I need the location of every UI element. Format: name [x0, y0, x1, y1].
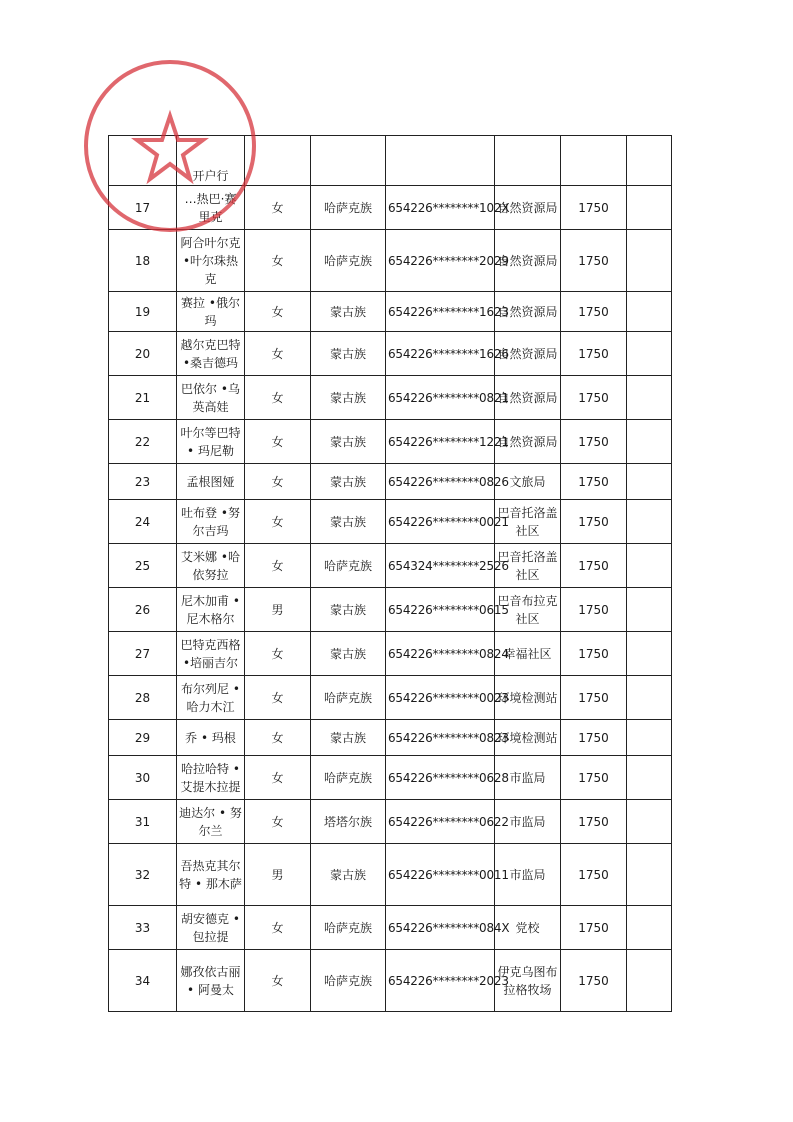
ethnicity-cell: 蒙古族	[311, 632, 386, 676]
remark-cell	[627, 420, 672, 464]
amount-cell: 1750	[561, 230, 627, 292]
ethnicity-cell: 哈萨克族	[311, 906, 386, 950]
work-unit-cell: 市监局	[495, 800, 561, 844]
row-number-cell: 24	[109, 500, 177, 544]
gender-cell: 女	[245, 632, 311, 676]
amount-cell: 1750	[561, 332, 627, 376]
work-unit-cell: 环境检测站	[495, 720, 561, 756]
amount-cell: 1750	[561, 800, 627, 844]
remark-cell	[627, 756, 672, 800]
row-number-cell: 19	[109, 292, 177, 332]
gender-cell: 男	[245, 588, 311, 632]
gender-cell: 女	[245, 376, 311, 420]
work-unit-cell: 自然资源局	[495, 230, 561, 292]
row-number-cell: 34	[109, 950, 177, 1012]
table-row	[109, 420, 672, 464]
ethnicity-cell: 蒙古族	[311, 500, 386, 544]
row-number-cell: 31	[109, 800, 177, 844]
row-number-cell: 30	[109, 756, 177, 800]
header-cell-remark	[627, 136, 672, 186]
amount-cell: 1750	[561, 720, 627, 756]
remark-cell	[627, 632, 672, 676]
ethnicity-cell: 哈萨克族	[311, 186, 386, 230]
header-cell-ethnicity	[311, 136, 386, 186]
person-name-cell: 哈拉哈特 •艾提木拉提	[177, 756, 245, 800]
id-number-cell: 654226********1626	[386, 332, 495, 376]
amount-cell: 1750	[561, 292, 627, 332]
work-unit-cell: 巴音托洛盖社区	[495, 544, 561, 588]
table-row	[109, 720, 672, 756]
table-row	[109, 464, 672, 500]
person-name-cell: 阿合叶尔克 •叶尔珠热克	[177, 230, 245, 292]
person-name-cell: 孟根图娅	[177, 464, 245, 500]
row-number-cell: 21	[109, 376, 177, 420]
id-number-cell: 654226********0628	[386, 756, 495, 800]
gender-cell: 女	[245, 186, 311, 230]
id-number-cell: 654226********102X	[386, 186, 495, 230]
amount-cell: 1750	[561, 376, 627, 420]
row-number-cell: 32	[109, 844, 177, 906]
row-number-cell: 18	[109, 230, 177, 292]
row-number-cell: 23	[109, 464, 177, 500]
work-unit-cell: 幸福社区	[495, 632, 561, 676]
work-unit-cell: 自然资源局	[495, 420, 561, 464]
table-row	[109, 800, 672, 844]
gender-cell: 女	[245, 720, 311, 756]
remark-cell	[627, 800, 672, 844]
gender-cell: 男	[245, 844, 311, 906]
table-row	[109, 950, 672, 1012]
work-unit-cell: 党校	[495, 906, 561, 950]
person-name-cell: 巴特克西格 •培丽吉尔	[177, 632, 245, 676]
id-number-cell: 654226********084X	[386, 906, 495, 950]
remark-cell	[627, 588, 672, 632]
work-unit-cell: 环境检测站	[495, 676, 561, 720]
id-number-cell: 654324********2526	[386, 544, 495, 588]
gender-cell: 女	[245, 544, 311, 588]
gender-cell: 女	[245, 800, 311, 844]
ethnicity-cell: 蒙古族	[311, 464, 386, 500]
ethnicity-cell: 蒙古族	[311, 588, 386, 632]
header-cell-no	[109, 136, 177, 186]
ethnicity-cell: 蒙古族	[311, 420, 386, 464]
work-unit-cell: 自然资源局	[495, 332, 561, 376]
work-unit-cell: 巴音布拉克社区	[495, 588, 561, 632]
ethnicity-cell: 蒙古族	[311, 292, 386, 332]
work-unit-cell: 市监局	[495, 756, 561, 800]
id-number-cell: 654226********0823	[386, 720, 495, 756]
amount-cell: 1750	[561, 756, 627, 800]
header-cell-bank: 开户行	[177, 136, 245, 186]
amount-cell: 1750	[561, 500, 627, 544]
gender-cell: 女	[245, 420, 311, 464]
gender-cell: 女	[245, 950, 311, 1012]
row-number-cell: 25	[109, 544, 177, 588]
table-row	[109, 676, 672, 720]
recipient-table	[108, 135, 672, 1012]
amount-cell: 1750	[561, 588, 627, 632]
remark-cell	[627, 292, 672, 332]
gender-cell: 女	[245, 292, 311, 332]
header-cell-id	[386, 136, 495, 186]
gender-cell: 女	[245, 676, 311, 720]
ethnicity-cell: 哈萨克族	[311, 950, 386, 1012]
gender-cell: 女	[245, 756, 311, 800]
row-number-cell: 28	[109, 676, 177, 720]
person-name-cell: …热巴·赛里克	[177, 186, 245, 230]
person-name-cell: 尼木加甫 •尼木格尔	[177, 588, 245, 632]
table-row	[109, 332, 672, 376]
person-name-cell: 越尔克巴特 •桑吉德玛	[177, 332, 245, 376]
amount-cell: 1750	[561, 844, 627, 906]
gender-cell: 女	[245, 332, 311, 376]
person-name-cell: 乔 • 玛根	[177, 720, 245, 756]
ethnicity-cell: 蒙古族	[311, 844, 386, 906]
work-unit-cell: 自然资源局	[495, 292, 561, 332]
amount-cell: 1750	[561, 544, 627, 588]
work-unit-cell: 巴音托洛盖社区	[495, 500, 561, 544]
row-number-cell: 17	[109, 186, 177, 230]
row-number-cell: 29	[109, 720, 177, 756]
id-number-cell: 654226********0011	[386, 844, 495, 906]
id-number-cell: 654226********2023	[386, 950, 495, 1012]
row-number-cell: 22	[109, 420, 177, 464]
work-unit-cell: 伊克乌图布拉格牧场	[495, 950, 561, 1012]
person-name-cell: 赛拉 •俄尔玛	[177, 292, 245, 332]
id-number-cell: 654226********1221	[386, 420, 495, 464]
remark-cell	[627, 186, 672, 230]
remark-cell	[627, 230, 672, 292]
remark-cell	[627, 500, 672, 544]
id-number-cell: 654226********0821	[386, 376, 495, 420]
table-row	[109, 376, 672, 420]
row-number-cell: 26	[109, 588, 177, 632]
work-unit-cell: 文旅局	[495, 464, 561, 500]
remark-cell	[627, 950, 672, 1012]
person-name-cell: 迪达尔 • 努尔兰	[177, 800, 245, 844]
person-name-cell: 吾热克其尔特 • 那木萨	[177, 844, 245, 906]
work-unit-cell: 自然资源局	[495, 376, 561, 420]
remark-cell	[627, 544, 672, 588]
gender-cell: 女	[245, 500, 311, 544]
amount-cell: 1750	[561, 186, 627, 230]
table-row	[109, 632, 672, 676]
table-row	[109, 756, 672, 800]
table-row	[109, 844, 672, 906]
person-name-cell: 布尔列尼 •哈力木江	[177, 676, 245, 720]
header-cell-gender	[245, 136, 311, 186]
id-number-cell: 654226********0826	[386, 464, 495, 500]
table-row	[109, 906, 672, 950]
id-number-cell: 654226********0622	[386, 800, 495, 844]
table-row	[109, 292, 672, 332]
amount-cell: 1750	[561, 906, 627, 950]
remark-cell	[627, 676, 672, 720]
amount-cell: 1750	[561, 464, 627, 500]
ethnicity-cell: 哈萨克族	[311, 230, 386, 292]
person-name-cell: 巴依尔 •乌英高娃	[177, 376, 245, 420]
row-number-cell: 27	[109, 632, 177, 676]
table-row	[109, 230, 672, 292]
row-number-cell: 33	[109, 906, 177, 950]
remark-cell	[627, 376, 672, 420]
header-row	[109, 136, 672, 186]
work-unit-cell: 市监局	[495, 844, 561, 906]
amount-cell: 1750	[561, 676, 627, 720]
amount-cell: 1750	[561, 420, 627, 464]
id-number-cell: 654226********0615	[386, 588, 495, 632]
work-unit-cell: 自然资源局	[495, 186, 561, 230]
row-number-cell: 20	[109, 332, 177, 376]
remark-cell	[627, 906, 672, 950]
header-cell-unit	[495, 136, 561, 186]
remark-cell	[627, 332, 672, 376]
ethnicity-cell: 蒙古族	[311, 720, 386, 756]
ethnicity-cell: 哈萨克族	[311, 676, 386, 720]
remark-cell	[627, 844, 672, 906]
remark-cell	[627, 720, 672, 756]
person-name-cell: 胡安德克 • 包拉提	[177, 906, 245, 950]
remark-cell	[627, 464, 672, 500]
ethnicity-cell: 哈萨克族	[311, 544, 386, 588]
person-name-cell: 叶尔等巴特 • 玛尼勒	[177, 420, 245, 464]
table-row	[109, 588, 672, 632]
id-number-cell: 654226********0021	[386, 500, 495, 544]
ethnicity-cell: 塔塔尔族	[311, 800, 386, 844]
ethnicity-cell: 哈萨克族	[311, 756, 386, 800]
ethnicity-cell: 蒙古族	[311, 376, 386, 420]
id-number-cell: 654226********1623	[386, 292, 495, 332]
table-row	[109, 500, 672, 544]
table-row	[109, 186, 672, 230]
amount-cell: 1750	[561, 950, 627, 1012]
amount-cell: 1750	[561, 632, 627, 676]
header-cell-amount	[561, 136, 627, 186]
id-number-cell: 654226********2029	[386, 230, 495, 292]
table-row	[109, 544, 672, 588]
ethnicity-cell: 蒙古族	[311, 332, 386, 376]
id-number-cell: 654226********0023	[386, 676, 495, 720]
gender-cell: 女	[245, 906, 311, 950]
person-name-cell: 艾米娜 •哈依努拉	[177, 544, 245, 588]
id-number-cell: 654226********0824	[386, 632, 495, 676]
gender-cell: 女	[245, 230, 311, 292]
person-name-cell: 吐布登 •努尔吉玛	[177, 500, 245, 544]
gender-cell: 女	[245, 464, 311, 500]
person-name-cell: 娜孜依古丽 • 阿曼太	[177, 950, 245, 1012]
